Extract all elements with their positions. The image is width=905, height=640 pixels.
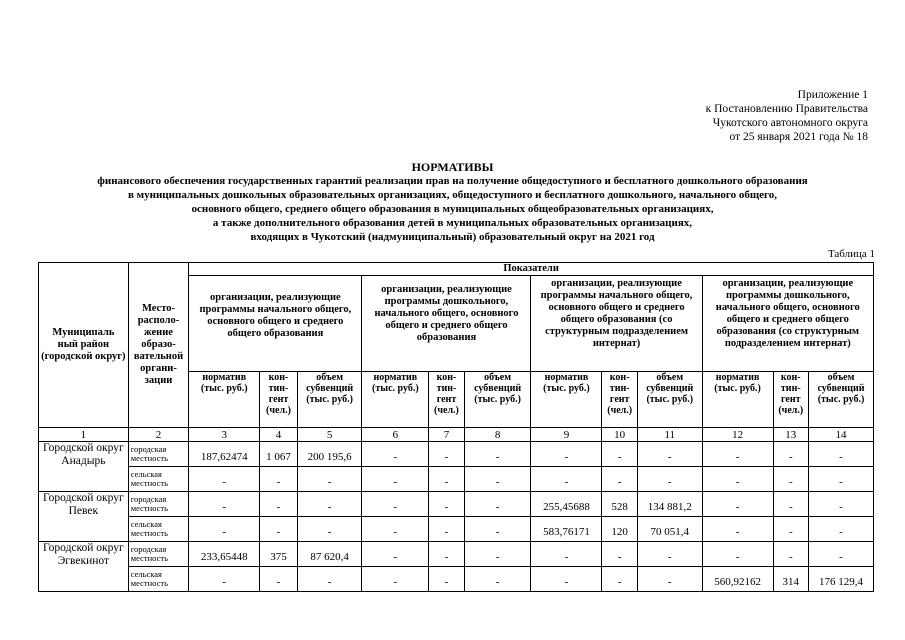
municipality-cell: Городской округ Эгвекинот <box>39 542 129 592</box>
value-cell: - <box>189 517 260 542</box>
location-cell: городская местность <box>128 492 189 517</box>
value-cell: 560,92162 <box>702 567 773 592</box>
column-number: 3 <box>189 428 260 442</box>
value-cell: - <box>531 542 602 567</box>
value-cell: - <box>429 542 464 567</box>
value-cell: - <box>702 442 773 467</box>
subheader-norm: норматив (тыс. руб.) <box>189 372 260 428</box>
value-cell: - <box>602 567 637 592</box>
location-cell: сельская местность <box>128 517 189 542</box>
group-header-2: организации, реализующие программы дошкольного, начального общего, основного общего и среднего общего образования <box>362 276 531 372</box>
value-cell: - <box>809 467 874 492</box>
value-cell: 200 195,6 <box>297 442 362 467</box>
value-cell: - <box>637 442 702 467</box>
column-number: 11 <box>637 428 702 442</box>
column-number: 7 <box>429 428 464 442</box>
value-cell: - <box>297 567 362 592</box>
value-cell: - <box>773 517 808 542</box>
value-cell: - <box>429 517 464 542</box>
appendix-line-4: от 25 января 2021 года № 18 <box>729 131 868 143</box>
subheader-volume: объем субвенций (тыс. руб.) <box>297 372 362 428</box>
value-cell: - <box>702 492 773 517</box>
location-cell: городская местность <box>128 542 189 567</box>
value-cell: - <box>773 467 808 492</box>
normatives-table <box>38 262 874 592</box>
subheader-norm: норматив (тыс. руб.) <box>531 372 602 428</box>
group-header-3: организации, реализующие программы начального общего, основного общего и среднего общего образования (со структурным подразделением интернат) <box>531 276 702 372</box>
table-row <box>39 492 874 517</box>
column-numbers-row <box>39 428 874 442</box>
value-cell: - <box>637 567 702 592</box>
subheader-contingent: кон-тин-гент (чел.) <box>773 372 808 428</box>
table-body <box>39 442 874 592</box>
table-row <box>39 567 874 592</box>
value-cell: - <box>189 467 260 492</box>
value-cell: - <box>260 567 298 592</box>
value-cell: - <box>809 542 874 567</box>
value-cell: - <box>429 467 464 492</box>
subheader-contingent: кон-тин-гент (чел.) <box>260 372 298 428</box>
value-cell: - <box>602 442 637 467</box>
value-cell: - <box>464 567 531 592</box>
value-cell: - <box>189 492 260 517</box>
value-cell: - <box>773 542 808 567</box>
location-cell: сельская местность <box>128 467 189 492</box>
value-cell: - <box>297 517 362 542</box>
value-cell: 134 881,2 <box>637 492 702 517</box>
value-cell: - <box>773 442 808 467</box>
value-cell: - <box>809 492 874 517</box>
subheader-contingent: кон-тин-гент (чел.) <box>429 372 464 428</box>
value-cell: 120 <box>602 517 637 542</box>
appendix-line-1: Приложение 1 <box>797 89 868 101</box>
value-cell: - <box>429 492 464 517</box>
group-header-4: организации, реализующие программы дошкольного, начального общего, основного общего и среднего общего образования (со структурным подразделением интернат) <box>702 276 873 372</box>
value-cell: 375 <box>260 542 298 567</box>
value-cell: - <box>702 467 773 492</box>
subheader-norm: норматив (тыс. руб.) <box>362 372 429 428</box>
title-line-5: входящих в Чукотский (надмуниципальный) образовательный округ на 2021 год <box>250 231 655 243</box>
value-cell: - <box>362 442 429 467</box>
value-cell: - <box>189 567 260 592</box>
value-cell: 176 129,4 <box>809 567 874 592</box>
value-cell: 70 051,4 <box>637 517 702 542</box>
table-row <box>39 542 874 567</box>
column-number: 12 <box>702 428 773 442</box>
value-cell: 314 <box>773 567 808 592</box>
appendix-line-2: к Постановлению Правительства <box>705 103 868 115</box>
column-number: 6 <box>362 428 429 442</box>
value-cell: - <box>362 492 429 517</box>
value-cell: - <box>362 467 429 492</box>
value-cell: - <box>773 492 808 517</box>
value-cell: - <box>702 517 773 542</box>
title-line-2: в муниципальных дошкольных образовательных организациях, общедоступного и бесплатного дошкольного, начального общего, <box>127 189 778 201</box>
municipality-cell: Городской округ Певек <box>39 492 129 542</box>
subheader-volume: объем субвенций (тыс. руб.) <box>464 372 531 428</box>
value-cell: 1 067 <box>260 442 298 467</box>
value-cell: - <box>809 442 874 467</box>
value-cell: - <box>297 467 362 492</box>
value-cell: - <box>531 567 602 592</box>
title-line-3: основного общего, среднего общего образования в муниципальных общеобразовательных организациях, <box>191 203 714 215</box>
column-number: 1 <box>39 428 129 442</box>
value-cell: - <box>531 467 602 492</box>
value-cell: - <box>429 442 464 467</box>
value-cell: 583,76171 <box>531 517 602 542</box>
value-cell: - <box>429 567 464 592</box>
column-number: 14 <box>809 428 874 442</box>
value-cell: - <box>464 542 531 567</box>
value-cell: - <box>602 467 637 492</box>
value-cell: - <box>297 492 362 517</box>
table-row <box>39 517 874 542</box>
table-row <box>39 467 874 492</box>
value-cell: - <box>260 517 298 542</box>
document-title <box>20 160 885 244</box>
column-number: 5 <box>297 428 362 442</box>
title-line-4: а также дополнительного образования детей в муниципальных образовательных организациях, <box>212 217 693 229</box>
column-number: 2 <box>128 428 189 442</box>
value-cell: - <box>464 467 531 492</box>
value-cell: - <box>809 517 874 542</box>
value-cell: - <box>637 467 702 492</box>
header-municipal: Муниципаль ный район (городской округ) <box>39 263 129 428</box>
table-row <box>39 442 874 467</box>
group-header-1: организации, реализующие программы начального общего, основного общего и среднего общего образования <box>189 276 362 372</box>
value-cell: - <box>260 492 298 517</box>
value-cell: - <box>637 542 702 567</box>
subheader-volume: объем субвенций (тыс. руб.) <box>809 372 874 428</box>
value-cell: - <box>464 442 531 467</box>
location-cell: сельская местность <box>128 567 189 592</box>
subheader-contingent: кон-тин-гент (чел.) <box>602 372 637 428</box>
subheader-norm: норматив (тыс. руб.) <box>702 372 773 428</box>
value-cell: 187,62474 <box>189 442 260 467</box>
value-cell: - <box>464 517 531 542</box>
value-cell: - <box>531 442 602 467</box>
value-cell: 87 620,4 <box>297 542 362 567</box>
header-indicators: Показатели <box>189 263 874 276</box>
value-cell: - <box>362 517 429 542</box>
column-number: 4 <box>260 428 298 442</box>
value-cell: - <box>602 542 637 567</box>
column-number: 9 <box>531 428 602 442</box>
column-number: 10 <box>602 428 637 442</box>
value-cell: - <box>464 492 531 517</box>
table-label: Таблица 1 <box>827 248 875 260</box>
appendix-line-3: Чукотского автономного округа <box>712 117 868 129</box>
value-cell: 233,65448 <box>189 542 260 567</box>
column-number: 8 <box>464 428 531 442</box>
value-cell: - <box>702 542 773 567</box>
header-location: Место-располо-жение образо-вательной органи-зации <box>128 263 189 428</box>
value-cell: 255,45688 <box>531 492 602 517</box>
title-main: НОРМАТИВЫ <box>411 160 494 174</box>
title-line-1: финансового обеспечения государственных гарантий реализации прав на получение общедоступного и бесплатного дошкольного образования <box>97 175 808 187</box>
location-cell: городская местность <box>128 442 189 467</box>
municipality-cell: Городской округ Анадырь <box>39 442 129 492</box>
appendix-block <box>640 88 868 144</box>
value-cell: 528 <box>602 492 637 517</box>
column-number: 13 <box>773 428 808 442</box>
value-cell: - <box>260 467 298 492</box>
subheader-volume: объем субвенций (тыс. руб.) <box>637 372 702 428</box>
value-cell: - <box>362 567 429 592</box>
value-cell: - <box>362 542 429 567</box>
